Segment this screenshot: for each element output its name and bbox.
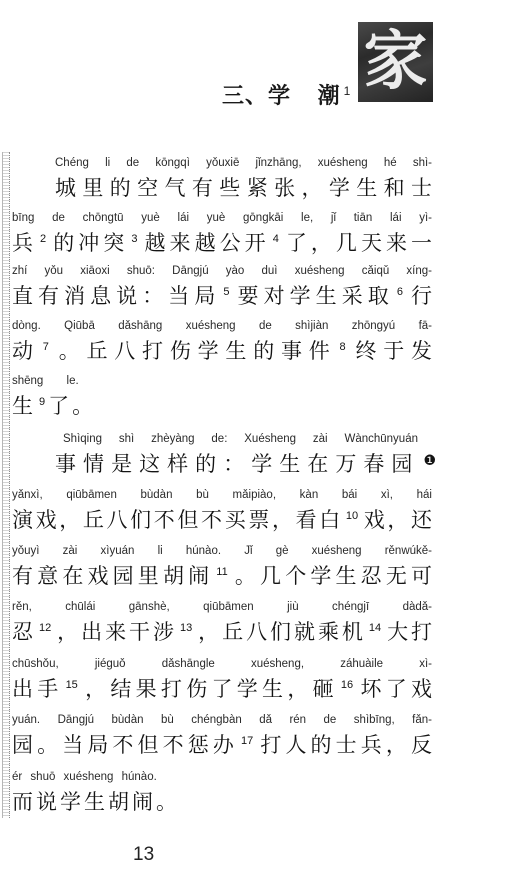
hanzi-text: 城里的空气有些紧张，学生和士 [55, 176, 432, 200]
hanzi-text: 演戏，丘八们不但不买票，看白 [12, 508, 343, 532]
hanzi-text: 生 [12, 394, 36, 418]
pinyin-line: Chéng li de kōngqì yǒuxiē jǐnzhāng, xuésheng hé shì- [55, 157, 432, 169]
text-row [0, 432, 511, 480]
hanzi-line [12, 562, 432, 590]
hanzi-text: 直有消息说：当局 [12, 284, 221, 308]
hanzi-text: 的冲突 [49, 231, 129, 255]
hanzi-text: 忍 [12, 620, 36, 644]
text-row [0, 156, 511, 204]
hanzi-text: 行 [405, 284, 432, 308]
text-row [0, 211, 511, 259]
hanzi-text: 了，几天来一 [281, 231, 433, 255]
footnote-number: 17 [240, 734, 254, 747]
footnote-number: 1 [343, 83, 351, 98]
lesson-title-text: 三、学 潮 [222, 83, 341, 109]
hanzi-text: 事情是这样的：学生在万春园 [55, 452, 420, 476]
text-row [0, 600, 511, 648]
hanzi-text: 要对学生采取 [232, 284, 394, 308]
text-row [0, 657, 511, 705]
hanzi-line [12, 282, 432, 310]
footnote-number: 12 [38, 621, 52, 634]
pinyin-line: yǎnxì, qiūbāmen bùdàn bù mǎipiào, kàn bái xì, hái [12, 489, 432, 501]
hanzi-text: 出手 [12, 677, 63, 701]
hanzi-text: 园。当局不但不惩办 [12, 733, 238, 757]
hanzi-line [12, 392, 432, 420]
hanzi-text: 戏，还 [361, 508, 433, 532]
hanzi-line [55, 174, 432, 202]
hanzi-text: 动 [12, 339, 40, 363]
pinyin-line: Shìqing shì zhèyàng de: Xuésheng zài Wànchūnyuán [63, 433, 418, 445]
pinyin-line: yuán. Dāngjú bùdàn bù chéngbàn dǎ rén de shìbīng, fǎn- [12, 714, 432, 726]
hanzi-text: 坏了戏 [356, 677, 432, 701]
text-row [0, 770, 511, 818]
footnote-number: 10 [345, 509, 359, 522]
hanzi-line [12, 618, 432, 646]
hanzi-text: ，出来干涉 [54, 620, 177, 644]
pinyin-line: bīng de chōngtū yuè lái yuè gōngkāi le, jǐ tiān lái yì- [12, 212, 432, 224]
pinyin-line: dòng. Qiūbā dǎshāng xuésheng de shìjiàn zhōngyú fā- [12, 320, 432, 332]
hanzi-text: 打人的士兵，反 [256, 733, 432, 757]
pinyin-line: yǒuyì zài xìyuán li húnào. Jǐ gè xuésheng rěnwúkě- [12, 545, 432, 557]
text-row [0, 374, 511, 422]
pinyin-line: ér shuō xuésheng húnào. [12, 771, 157, 783]
hanzi-text: 了。 [48, 394, 97, 418]
hanzi-line [12, 675, 432, 703]
footnote-number: 6 [396, 285, 403, 298]
pinyin-line: zhí yǒu xiāoxi shuō: Dāngjú yào duì xuésheng cǎiqǔ xíng- [12, 265, 432, 277]
hanzi-line [12, 731, 432, 759]
hanzi-line [12, 337, 432, 365]
note-marker: ❶ [423, 452, 436, 469]
footnote-number: 7 [42, 340, 49, 353]
footnote-number: 2 [40, 232, 47, 245]
pinyin-line: rěn, chūlái gānshè, qiūbāmen jiù chéngjī dàdǎ- [12, 601, 432, 613]
footnote-number: 14 [368, 621, 382, 634]
hanzi-text: 兵 [12, 231, 38, 255]
text-row [0, 713, 511, 761]
text-row [0, 544, 511, 592]
hanzi-text: ，结果打伤了学生，砸 [80, 677, 338, 701]
footnote-number: 8 [339, 340, 346, 353]
footnote-number: 5 [223, 285, 230, 298]
pinyin-line: shēng le. [12, 375, 79, 387]
footnote-number: 11 [216, 565, 228, 578]
hanzi-text: 越来越公开 [140, 231, 270, 255]
footnote-number: 13 [179, 621, 193, 634]
hanzi-text: 有意在戏园里胡闹 [12, 564, 214, 588]
hanzi-line [12, 506, 432, 534]
hanzi-text: 而说学生胡闹。 [12, 790, 180, 814]
text-row [0, 264, 511, 312]
hanzi-text: 。丘八打伤学生的事件 [51, 339, 337, 363]
page-number: 13 [133, 844, 155, 865]
footnote-number: 16 [340, 678, 354, 691]
hanzi-line [55, 450, 436, 478]
footnote-number: 9 [39, 395, 46, 408]
pinyin-line: chūshǒu, jiéguǒ dǎshāngle xuésheng, záhuàile xì- [12, 658, 432, 670]
footnote-number: 15 [65, 678, 78, 691]
hanzi-text: ，丘八们就乘机 [195, 620, 366, 644]
text-row [0, 488, 511, 536]
hanzi-line [12, 229, 432, 257]
footnote-number: 4 [272, 232, 279, 245]
footnote-number: 3 [131, 232, 138, 245]
calligraphy-emblem: 家 [358, 22, 433, 102]
hanzi-text: 大打 [384, 620, 433, 644]
lesson-title [222, 82, 350, 110]
hanzi-text: 终于发 [348, 339, 433, 363]
text-row [0, 319, 511, 367]
hanzi-line [12, 788, 432, 816]
hanzi-text: 。几个学生忍无可 [230, 564, 433, 588]
